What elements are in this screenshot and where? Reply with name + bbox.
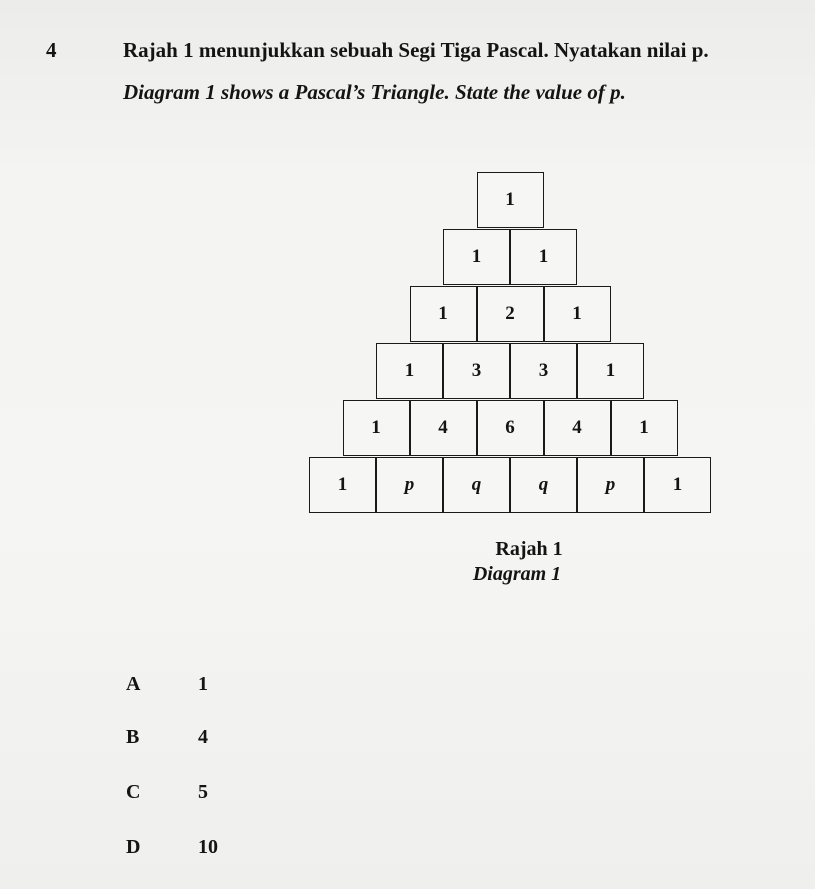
triangle-cell-r5-c3: 6 [477,400,544,456]
triangle-cell-r4-c4: 1 [577,343,644,399]
triangle-cell-r6-c6: 1 [644,457,711,513]
diagram-caption-malay: Rajah 1 [495,538,563,560]
option-d-value: 10 [198,836,218,858]
triangle-cell-r1-c1: 1 [477,172,544,228]
triangle-cell-r5-c4: 4 [544,400,611,456]
option-a-value: 1 [198,673,208,695]
question-text-english: Diagram 1 shows a Pascal’s Triangle. State the value of p. [123,80,626,104]
triangle-cell-r2-c1: 1 [443,229,510,285]
triangle-cell-r3-c3: 1 [544,286,611,342]
option-c-value: 5 [198,781,208,803]
triangle-cell-r5-c1: 1 [343,400,410,456]
triangle-cell-r3-c2: 2 [477,286,544,342]
triangle-cell-r6-c5: p [577,457,644,513]
question-text-malay: Rajah 1 menunjukkan sebuah Segi Tiga Pascal. Nyatakan nilai p. [123,38,709,62]
triangle-cell-r5-c5: 1 [611,400,678,456]
triangle-cell-r2-c2: 1 [510,229,577,285]
option-d-letter: D [126,836,141,858]
option-c-letter: C [126,781,141,803]
triangle-cell-r4-c3: 3 [510,343,577,399]
question-number: 4 [46,38,57,62]
option-b-value: 4 [198,726,208,748]
triangle-cell-r6-c2: p [376,457,443,513]
triangle-cell-r5-c2: 4 [410,400,477,456]
triangle-cell-r4-c1: 1 [376,343,443,399]
option-b-letter: B [126,726,140,748]
option-a-letter: A [126,673,141,695]
triangle-cell-r6-c3: q [443,457,510,513]
triangle-cell-r4-c2: 3 [443,343,510,399]
triangle-cell-r3-c1: 1 [410,286,477,342]
triangle-cell-r6-c1: 1 [309,457,376,513]
diagram-caption-english: Diagram 1 [472,563,562,585]
triangle-cell-r6-c4: q [510,457,577,513]
